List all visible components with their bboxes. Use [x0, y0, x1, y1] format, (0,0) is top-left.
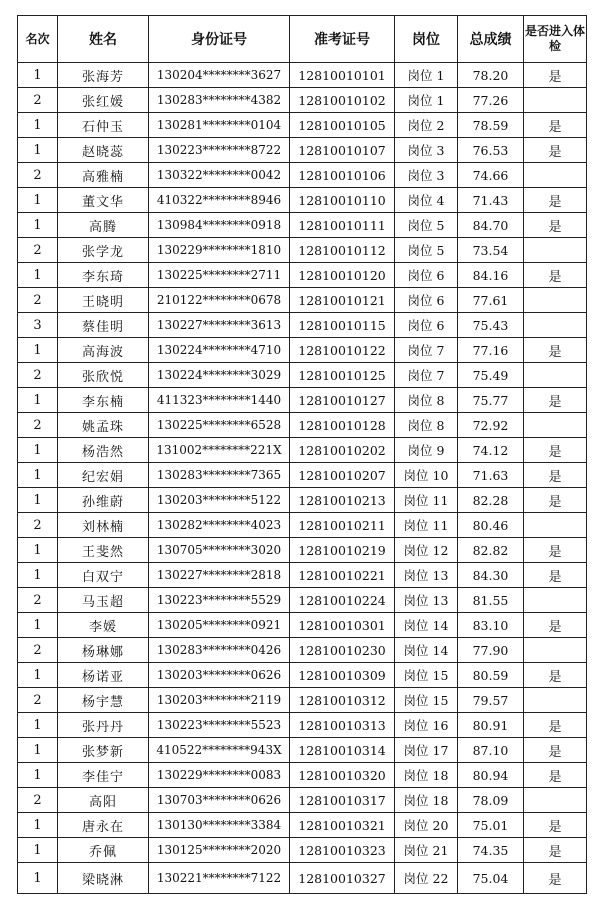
cell-physical-exam: 是 — [524, 713, 587, 738]
cell-ticket-number: 12810010213 — [290, 488, 395, 513]
cell-score: 80.91 — [458, 713, 524, 738]
cell-score: 77.26 — [458, 88, 524, 113]
cell-name: 王斐然 — [58, 538, 149, 563]
cell-physical-exam: 是 — [524, 213, 587, 238]
cell-ticket-number: 12810010211 — [290, 513, 395, 538]
table-row — [18, 613, 587, 638]
cell-score: 84.70 — [458, 213, 524, 238]
cell-name: 梁晓淋 — [58, 863, 149, 894]
cell-name: 张红媛 — [58, 88, 149, 113]
cell-ticket-number: 12810010317 — [290, 788, 395, 813]
cell-score: 80.59 — [458, 663, 524, 688]
table-row — [18, 88, 587, 113]
cell-physical-exam — [524, 588, 587, 613]
cell-ticket-number: 12810010224 — [290, 588, 395, 613]
cell-rank: 1 — [18, 738, 58, 763]
cell-rank: 1 — [18, 763, 58, 788]
cell-rank: 1 — [18, 213, 58, 238]
cell-physical-exam — [524, 288, 587, 313]
table-row — [18, 763, 587, 788]
cell-id-number: 130703********0626 — [149, 788, 290, 813]
cell-post: 岗位 7 — [395, 363, 458, 388]
cell-post: 岗位 6 — [395, 313, 458, 338]
table-row — [18, 363, 587, 388]
cell-rank: 2 — [18, 513, 58, 538]
cell-physical-exam: 是 — [524, 113, 587, 138]
cell-id-number: 130223********8722 — [149, 138, 290, 163]
cell-rank: 2 — [18, 238, 58, 263]
cell-post: 岗位 5 — [395, 213, 458, 238]
cell-physical-exam: 是 — [524, 538, 587, 563]
cell-id-number: 130223********5523 — [149, 713, 290, 738]
cell-physical-exam: 是 — [524, 763, 587, 788]
cell-physical-exam — [524, 788, 587, 813]
cell-ticket-number: 12810010221 — [290, 563, 395, 588]
cell-id-number: 130283********7365 — [149, 463, 290, 488]
cell-rank: 1 — [18, 388, 58, 413]
cell-ticket-number: 12810010314 — [290, 738, 395, 763]
cell-post: 岗位 10 — [395, 463, 458, 488]
cell-ticket-number: 12810010327 — [290, 863, 395, 894]
cell-id-number: 130322********0042 — [149, 163, 290, 188]
table-row — [18, 413, 587, 438]
cell-name: 高阳 — [58, 788, 149, 813]
cell-physical-exam — [524, 638, 587, 663]
cell-ticket-number: 12810010111 — [290, 213, 395, 238]
cell-post: 岗位 20 — [395, 813, 458, 838]
header-name: 姓名 — [58, 16, 149, 63]
cell-score: 74.66 — [458, 163, 524, 188]
cell-physical-exam: 是 — [524, 138, 587, 163]
cell-name: 白双宁 — [58, 563, 149, 588]
table-row — [18, 388, 587, 413]
cell-rank: 2 — [18, 638, 58, 663]
cell-physical-exam: 是 — [524, 863, 587, 894]
cell-rank: 2 — [18, 88, 58, 113]
cell-physical-exam: 是 — [524, 388, 587, 413]
cell-post: 岗位 11 — [395, 513, 458, 538]
cell-score: 73.54 — [458, 238, 524, 263]
cell-ticket-number: 12810010313 — [290, 713, 395, 738]
cell-score: 75.49 — [458, 363, 524, 388]
cell-name: 张学龙 — [58, 238, 149, 263]
cell-physical-exam — [524, 313, 587, 338]
header-post: 岗位 — [395, 16, 458, 63]
cell-id-number: 130203********0626 — [149, 663, 290, 688]
cell-id-number: 130205********0921 — [149, 613, 290, 638]
cell-rank: 1 — [18, 663, 58, 688]
header-rank: 名次 — [18, 16, 58, 63]
table-row — [18, 538, 587, 563]
cell-score: 84.16 — [458, 263, 524, 288]
cell-ticket-number: 12810010230 — [290, 638, 395, 663]
cell-ticket-number: 12810010106 — [290, 163, 395, 188]
cell-physical-exam: 是 — [524, 438, 587, 463]
cell-score: 75.04 — [458, 863, 524, 894]
table-row — [18, 813, 587, 838]
cell-score: 71.63 — [458, 463, 524, 488]
cell-id-number: 130203********2119 — [149, 688, 290, 713]
cell-rank: 1 — [18, 613, 58, 638]
cell-ticket-number: 12810010112 — [290, 238, 395, 263]
cell-post: 岗位 11 — [395, 488, 458, 513]
cell-ticket-number: 12810010323 — [290, 838, 395, 863]
cell-ticket-number: 12810010321 — [290, 813, 395, 838]
cell-id-number: 130229********1810 — [149, 238, 290, 263]
cell-name: 董文华 — [58, 188, 149, 213]
cell-post: 岗位 7 — [395, 338, 458, 363]
cell-rank: 1 — [18, 863, 58, 894]
cell-id-number: 130281********0104 — [149, 113, 290, 138]
cell-id-number: 130283********4382 — [149, 88, 290, 113]
cell-post: 岗位 3 — [395, 138, 458, 163]
cell-score: 84.30 — [458, 563, 524, 588]
cell-physical-exam — [524, 238, 587, 263]
cell-post: 岗位 13 — [395, 563, 458, 588]
cell-id-number: 130203********5122 — [149, 488, 290, 513]
cell-ticket-number: 12810010121 — [290, 288, 395, 313]
cell-rank: 1 — [18, 63, 58, 88]
cell-post: 岗位 17 — [395, 738, 458, 763]
cell-rank: 1 — [18, 538, 58, 563]
cell-rank: 1 — [18, 713, 58, 738]
cell-ticket-number: 12810010102 — [290, 88, 395, 113]
cell-id-number: 130984********0918 — [149, 213, 290, 238]
header-ticket: 准考证号 — [290, 16, 395, 63]
table-row — [18, 688, 587, 713]
cell-rank: 1 — [18, 338, 58, 363]
cell-rank: 1 — [18, 113, 58, 138]
cell-id-number: 130204********3627 — [149, 63, 290, 88]
cell-rank: 1 — [18, 188, 58, 213]
cell-physical-exam: 是 — [524, 263, 587, 288]
table-row — [18, 63, 587, 88]
table-row — [18, 788, 587, 813]
cell-post: 岗位 2 — [395, 113, 458, 138]
cell-score: 77.90 — [458, 638, 524, 663]
cell-score: 77.16 — [458, 338, 524, 363]
cell-score: 82.28 — [458, 488, 524, 513]
cell-rank: 2 — [18, 688, 58, 713]
cell-physical-exam: 是 — [524, 188, 587, 213]
cell-name: 张海芳 — [58, 63, 149, 88]
cell-post: 岗位 15 — [395, 688, 458, 713]
cell-name: 杨宇慧 — [58, 688, 149, 713]
cell-rank: 1 — [18, 138, 58, 163]
cell-id-number: 130229********0083 — [149, 763, 290, 788]
cell-name: 高腾 — [58, 213, 149, 238]
cell-rank: 1 — [18, 463, 58, 488]
cell-id-number: 210122********0678 — [149, 288, 290, 313]
cell-rank: 1 — [18, 488, 58, 513]
table-row — [18, 238, 587, 263]
cell-name: 张丹丹 — [58, 713, 149, 738]
cell-post: 岗位 16 — [395, 713, 458, 738]
cell-post: 岗位 18 — [395, 788, 458, 813]
cell-post: 岗位 22 — [395, 863, 458, 894]
cell-score: 82.82 — [458, 538, 524, 563]
cell-id-number: 130224********3029 — [149, 363, 290, 388]
cell-physical-exam: 是 — [524, 63, 587, 88]
table-row — [18, 588, 587, 613]
cell-score: 79.57 — [458, 688, 524, 713]
table-row — [18, 663, 587, 688]
cell-name: 李东琦 — [58, 263, 149, 288]
cell-post: 岗位 8 — [395, 388, 458, 413]
cell-id-number: 130125********2020 — [149, 838, 290, 863]
cell-id-number: 130130********3384 — [149, 813, 290, 838]
cell-physical-exam — [524, 163, 587, 188]
cell-physical-exam: 是 — [524, 663, 587, 688]
cell-physical-exam: 是 — [524, 738, 587, 763]
cell-ticket-number: 12810010125 — [290, 363, 395, 388]
cell-id-number: 131002********221X — [149, 438, 290, 463]
header-id: 身份证号 — [149, 16, 290, 63]
cell-ticket-number: 12810010115 — [290, 313, 395, 338]
cell-ticket-number: 12810010219 — [290, 538, 395, 563]
table-row — [18, 263, 587, 288]
cell-score: 87.10 — [458, 738, 524, 763]
cell-name: 刘林楠 — [58, 513, 149, 538]
cell-physical-exam: 是 — [524, 613, 587, 638]
cell-id-number: 130283********0426 — [149, 638, 290, 663]
cell-physical-exam — [524, 688, 587, 713]
cell-id-number: 130705********3020 — [149, 538, 290, 563]
table-row — [18, 738, 587, 763]
cell-ticket-number: 12810010309 — [290, 663, 395, 688]
cell-post: 岗位 6 — [395, 288, 458, 313]
table-row — [18, 213, 587, 238]
header-score: 总成绩 — [458, 16, 524, 63]
cell-name: 唐永在 — [58, 813, 149, 838]
cell-name: 李东楠 — [58, 388, 149, 413]
cell-post: 岗位 6 — [395, 263, 458, 288]
cell-post: 岗位 8 — [395, 413, 458, 438]
cell-ticket-number: 12810010110 — [290, 188, 395, 213]
cell-ticket-number: 12810010312 — [290, 688, 395, 713]
cell-post: 岗位 1 — [395, 88, 458, 113]
cell-ticket-number: 12810010101 — [290, 63, 395, 88]
cell-physical-exam — [524, 513, 587, 538]
cell-score: 75.77 — [458, 388, 524, 413]
table-row — [18, 288, 587, 313]
cell-ticket-number: 12810010320 — [290, 763, 395, 788]
cell-id-number: 130223********5529 — [149, 588, 290, 613]
cell-name: 孙维蔚 — [58, 488, 149, 513]
cell-score: 71.43 — [458, 188, 524, 213]
cell-physical-exam: 是 — [524, 563, 587, 588]
cell-ticket-number: 12810010120 — [290, 263, 395, 288]
cell-ticket-number: 12810010107 — [290, 138, 395, 163]
cell-name: 张欣悦 — [58, 363, 149, 388]
cell-ticket-number: 12810010127 — [290, 388, 395, 413]
header-exam: 是否进入体检 — [524, 16, 587, 63]
cell-post: 岗位 13 — [395, 588, 458, 613]
cell-ticket-number: 12810010128 — [290, 413, 395, 438]
cell-post: 岗位 12 — [395, 538, 458, 563]
cell-rank: 1 — [18, 813, 58, 838]
table-row — [18, 863, 587, 894]
cell-score: 75.43 — [458, 313, 524, 338]
cell-post: 岗位 14 — [395, 613, 458, 638]
cell-name: 纪宏娟 — [58, 463, 149, 488]
cell-name: 杨浩然 — [58, 438, 149, 463]
cell-id-number: 130225********6528 — [149, 413, 290, 438]
cell-id-number: 411323********1440 — [149, 388, 290, 413]
table-row — [18, 313, 587, 338]
cell-name: 蔡佳明 — [58, 313, 149, 338]
cell-score: 74.35 — [458, 838, 524, 863]
cell-ticket-number: 12810010202 — [290, 438, 395, 463]
table-row — [18, 163, 587, 188]
cell-physical-exam: 是 — [524, 813, 587, 838]
cell-ticket-number: 12810010105 — [290, 113, 395, 138]
cell-rank: 1 — [18, 563, 58, 588]
cell-score: 78.09 — [458, 788, 524, 813]
cell-ticket-number: 12810010207 — [290, 463, 395, 488]
cell-rank: 1 — [18, 838, 58, 863]
cell-name: 姚孟珠 — [58, 413, 149, 438]
cell-post: 岗位 1 — [395, 63, 458, 88]
cell-name: 高海波 — [58, 338, 149, 363]
cell-name: 杨诺亚 — [58, 663, 149, 688]
cell-score: 76.53 — [458, 138, 524, 163]
table-row — [18, 438, 587, 463]
header-row — [18, 16, 587, 63]
cell-id-number: 130282********4023 — [149, 513, 290, 538]
cell-score: 83.10 — [458, 613, 524, 638]
table-row — [18, 713, 587, 738]
cell-post: 岗位 4 — [395, 188, 458, 213]
cell-id-number: 130227********2818 — [149, 563, 290, 588]
cell-physical-exam: 是 — [524, 488, 587, 513]
cell-score: 72.92 — [458, 413, 524, 438]
cell-physical-exam — [524, 413, 587, 438]
cell-physical-exam — [524, 363, 587, 388]
table-row — [18, 563, 587, 588]
table-row — [18, 838, 587, 863]
cell-post: 岗位 14 — [395, 638, 458, 663]
cell-rank: 1 — [18, 263, 58, 288]
cell-rank: 1 — [18, 438, 58, 463]
table-row — [18, 338, 587, 363]
cell-rank: 2 — [18, 413, 58, 438]
cell-name: 李佳宁 — [58, 763, 149, 788]
table-row — [18, 513, 587, 538]
cell-name: 杨琳娜 — [58, 638, 149, 663]
table-row — [18, 113, 587, 138]
cell-name: 马玉超 — [58, 588, 149, 613]
cell-score: 78.20 — [458, 63, 524, 88]
results-table — [17, 15, 587, 894]
cell-rank: 2 — [18, 163, 58, 188]
cell-score: 80.94 — [458, 763, 524, 788]
cell-name: 张梦新 — [58, 738, 149, 763]
cell-rank: 2 — [18, 588, 58, 613]
cell-id-number: 410522********943X — [149, 738, 290, 763]
cell-name: 乔佩 — [58, 838, 149, 863]
cell-id-number: 130225********2711 — [149, 263, 290, 288]
cell-id-number: 410322********8946 — [149, 188, 290, 213]
cell-post: 岗位 18 — [395, 763, 458, 788]
cell-physical-exam: 是 — [524, 338, 587, 363]
cell-rank: 2 — [18, 788, 58, 813]
cell-score: 78.59 — [458, 113, 524, 138]
cell-id-number: 130227********3613 — [149, 313, 290, 338]
cell-post: 岗位 9 — [395, 438, 458, 463]
cell-rank: 2 — [18, 288, 58, 313]
cell-physical-exam: 是 — [524, 463, 587, 488]
table-row — [18, 463, 587, 488]
cell-id-number: 130221********7122 — [149, 863, 290, 894]
cell-physical-exam — [524, 88, 587, 113]
cell-score: 81.55 — [458, 588, 524, 613]
cell-score: 75.01 — [458, 813, 524, 838]
cell-ticket-number: 12810010301 — [290, 613, 395, 638]
cell-score: 80.46 — [458, 513, 524, 538]
cell-ticket-number: 12810010122 — [290, 338, 395, 363]
table-row — [18, 488, 587, 513]
cell-post: 岗位 5 — [395, 238, 458, 263]
table-row — [18, 188, 587, 213]
table-row — [18, 138, 587, 163]
cell-name: 高雅楠 — [58, 163, 149, 188]
cell-name: 王晓明 — [58, 288, 149, 313]
cell-post: 岗位 15 — [395, 663, 458, 688]
cell-post: 岗位 21 — [395, 838, 458, 863]
table-row — [18, 638, 587, 663]
cell-name: 石仲玉 — [58, 113, 149, 138]
cell-post: 岗位 3 — [395, 163, 458, 188]
cell-score: 74.12 — [458, 438, 524, 463]
cell-name: 李媛 — [58, 613, 149, 638]
cell-name: 赵晓蕊 — [58, 138, 149, 163]
cell-physical-exam: 是 — [524, 838, 587, 863]
cell-rank: 2 — [18, 363, 58, 388]
cell-id-number: 130224********4710 — [149, 338, 290, 363]
cell-rank: 3 — [18, 313, 58, 338]
cell-score: 77.61 — [458, 288, 524, 313]
